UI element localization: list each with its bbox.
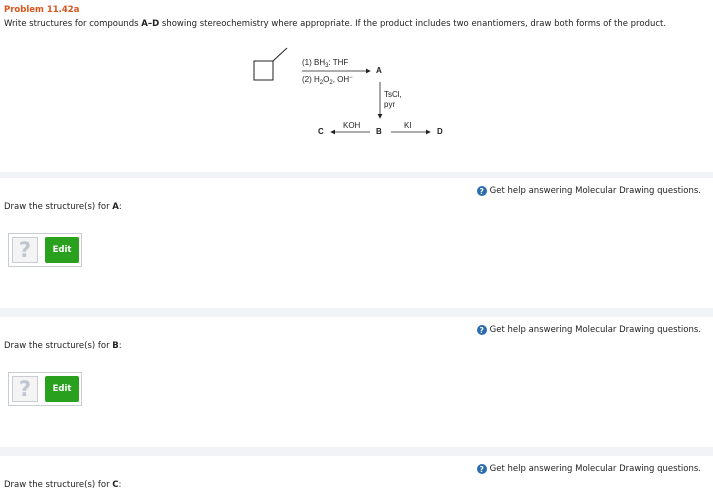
edit-button[interactable]: Edit: [45, 376, 79, 402]
problem-title: Problem 11.42a: [4, 5, 80, 15]
compound-d-label: D: [437, 127, 443, 136]
question-section-b: [0, 317, 713, 447]
help-icon: ?: [477, 186, 487, 196]
instructions-bold: A–D: [141, 19, 160, 29]
structure-drawing-box: [8, 233, 82, 267]
compound-b-label: B: [376, 127, 382, 136]
reaction-scheme: [0, 0, 713, 172]
problem-header: [0, 0, 713, 172]
compound-a-label: A: [376, 66, 382, 75]
reagent-ki-label: KI: [404, 121, 412, 130]
question-mark-icon[interactable]: ?: [12, 376, 38, 402]
section-divider: [0, 447, 713, 456]
help-link-text[interactable]: Get help answering Molecular Drawing questions.: [489, 464, 701, 474]
question-prompt: Draw the structure(s) for C:: [4, 480, 122, 490]
reagent-2-label: (2) $H_2O_2$, OH−: [302, 75, 353, 86]
compound-label: B: [112, 341, 119, 351]
section-divider: [0, 308, 713, 317]
instructions-suffix: showing stereochemistry where appropriate. If the product includes two enantiomers, draw both forms of the product.: [159, 19, 667, 29]
help-link[interactable]: [477, 186, 701, 196]
reagent-tscl-label: TsCl,: [384, 90, 402, 99]
help-link[interactable]: [477, 325, 701, 335]
reagent-1-label: (1) $BH_3$: THF: [302, 58, 349, 69]
question-section-a: [0, 178, 713, 308]
instructions-prefix: Write structures for compounds: [4, 19, 142, 29]
question-prompt: Draw the structure(s) for A:: [4, 202, 122, 212]
help-icon: ?: [477, 325, 487, 335]
question-mark-icon[interactable]: ?: [12, 237, 38, 263]
compound-label: A: [112, 202, 119, 212]
question-section-c: [0, 456, 713, 496]
structure-drawing-box: [8, 372, 82, 406]
reagent-koh-label: KOH: [343, 121, 361, 130]
question-prompt: Draw the structure(s) for B:: [4, 341, 122, 351]
help-link-text[interactable]: Get help answering Molecular Drawing questions.: [489, 325, 701, 335]
reagent-pyr-label: pyr: [384, 100, 396, 109]
help-icon: ?: [477, 464, 487, 474]
compound-c-label: C: [318, 127, 324, 136]
compound-label: C: [112, 480, 119, 490]
help-link-text[interactable]: Get help answering Molecular Drawing questions.: [489, 186, 701, 196]
edit-button[interactable]: Edit: [45, 237, 79, 263]
help-link[interactable]: [477, 464, 701, 474]
methylenecyclobutane-structure: [254, 48, 287, 80]
